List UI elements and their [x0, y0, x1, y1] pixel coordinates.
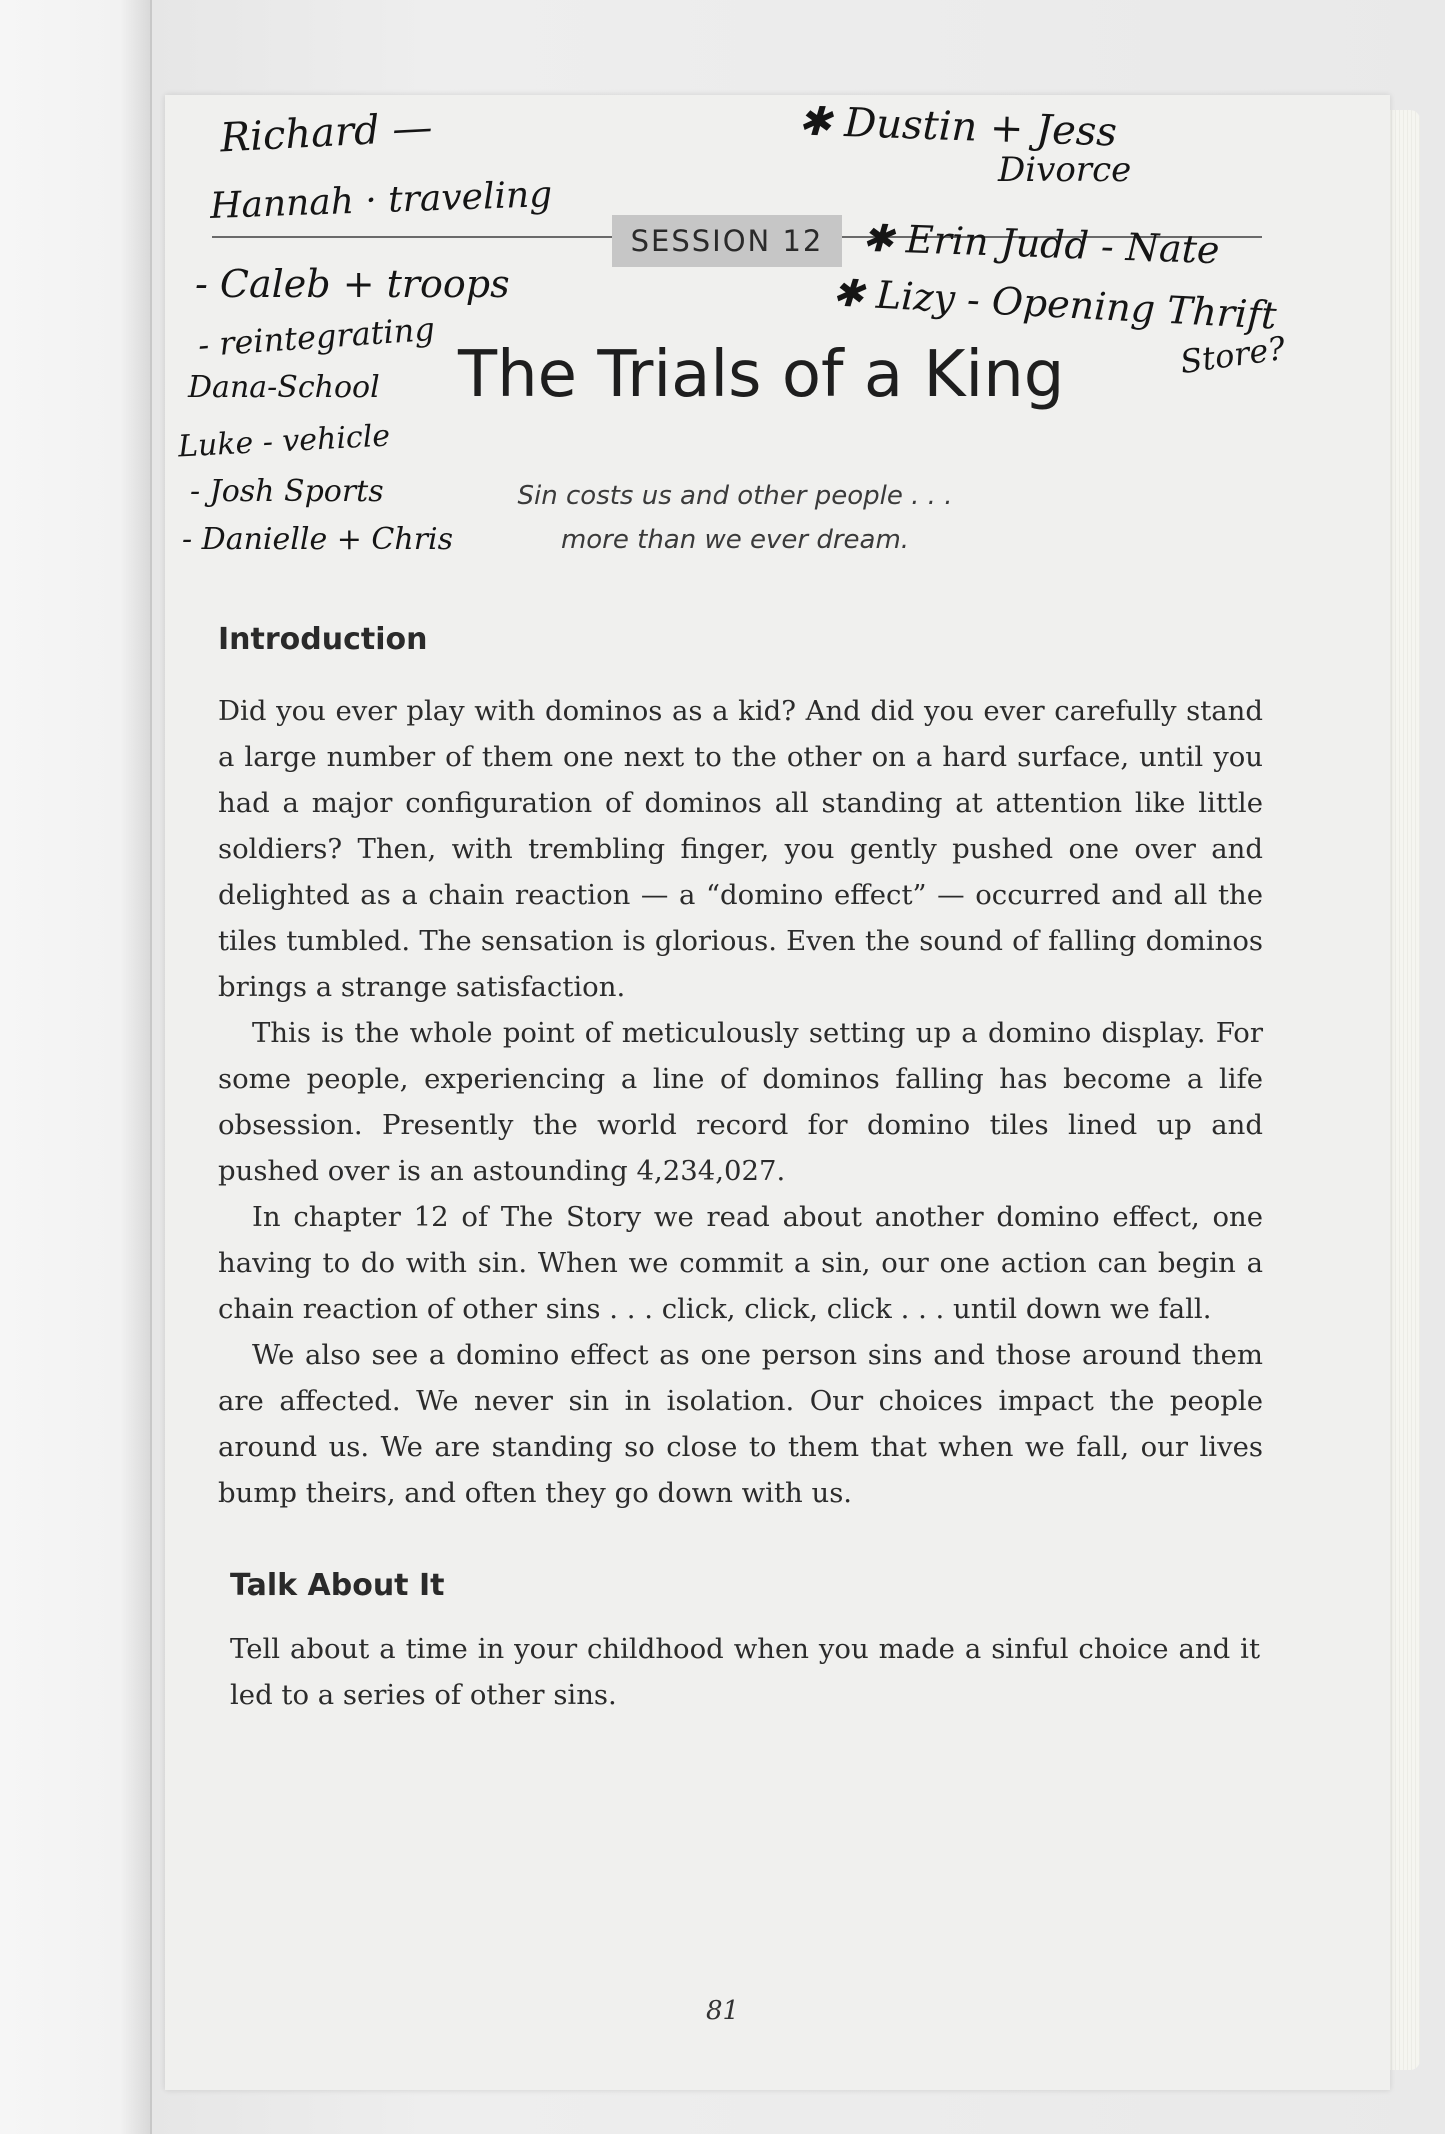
epigraph-line: Sin costs us and other people . . . [517, 481, 953, 511]
handwritten-note: ✱ Erin Judd - Nate [861, 215, 1221, 273]
talk-about-it-body [230, 1626, 1260, 1718]
paragraph: In chapter 12 of The Story we read about another domino effect, one having to do with sin. When we commit a sin, our one action can begin a chain reaction of other sins . . . click, click, click . . . until down we fall. [218, 1201, 1263, 1325]
page-title: The Trials of a King [458, 338, 1065, 412]
handwritten-note: ✱ Lizy - Opening Thrift [831, 270, 1278, 338]
handwritten-note: Divorce [998, 150, 1132, 190]
session-label: SESSION 12 [612, 215, 842, 267]
handwritten-note: - Danielle + Chris [182, 522, 454, 557]
handwritten-note: Hannah · traveling [209, 174, 553, 227]
handwritten-note: Store? [1177, 328, 1288, 382]
handwritten-note: - reintegrating [196, 309, 436, 365]
handwritten-note: - Josh Sports [190, 474, 384, 509]
handwritten-note: ✱ Dustin + Jess [797, 98, 1118, 156]
introduction-body [218, 688, 1263, 1516]
paragraph: Tell about a time in your childhood when you made a sinful choice and it led to a series of other sins. [230, 1633, 1260, 1711]
epigraph-line: more than we ever dream. [560, 525, 910, 555]
handwritten-note: - Caleb + troops [195, 262, 510, 306]
page-number: 81 [705, 1996, 740, 2026]
handwritten-note: Luke - vehicle [177, 418, 391, 465]
paragraph: Did you ever play with dominos as a kid? And did you ever carefully stand a large number of them one next to the other on a hard surface, until you had a major configuration of dominos all standing at attention like little soldiers? Then, with trembling finger, you gently pushed one over and delighted as a chain reaction — a “domino effect” — occurred and all the tiles tumbled. The sensation is glorious. Even the sound of falling dominos brings a strange satisfaction. [218, 695, 1263, 1003]
handwritten-note: Richard — [218, 104, 434, 162]
paragraph: We also see a domino effect as one person sins and those around them are affected. We never sin in isolation. Our choices impact the people around us. We are standing so close to them that when we fall, our lives bump theirs, and often they go down with us. [218, 1339, 1263, 1509]
paragraph: This is the whole point of meticulously setting up a domino display. For some people, experiencing a line of dominos falling has become a life obsession. Presently the world record for domino tiles lined up and pushed over is an astounding 4,234,027. [218, 1017, 1263, 1187]
left-page-edge [0, 0, 152, 2134]
talk-about-it-heading: Talk About It [230, 1568, 445, 1603]
introduction-heading: Introduction [218, 622, 428, 657]
epigraph [500, 474, 970, 562]
handwritten-note: Dana-School [188, 370, 380, 405]
